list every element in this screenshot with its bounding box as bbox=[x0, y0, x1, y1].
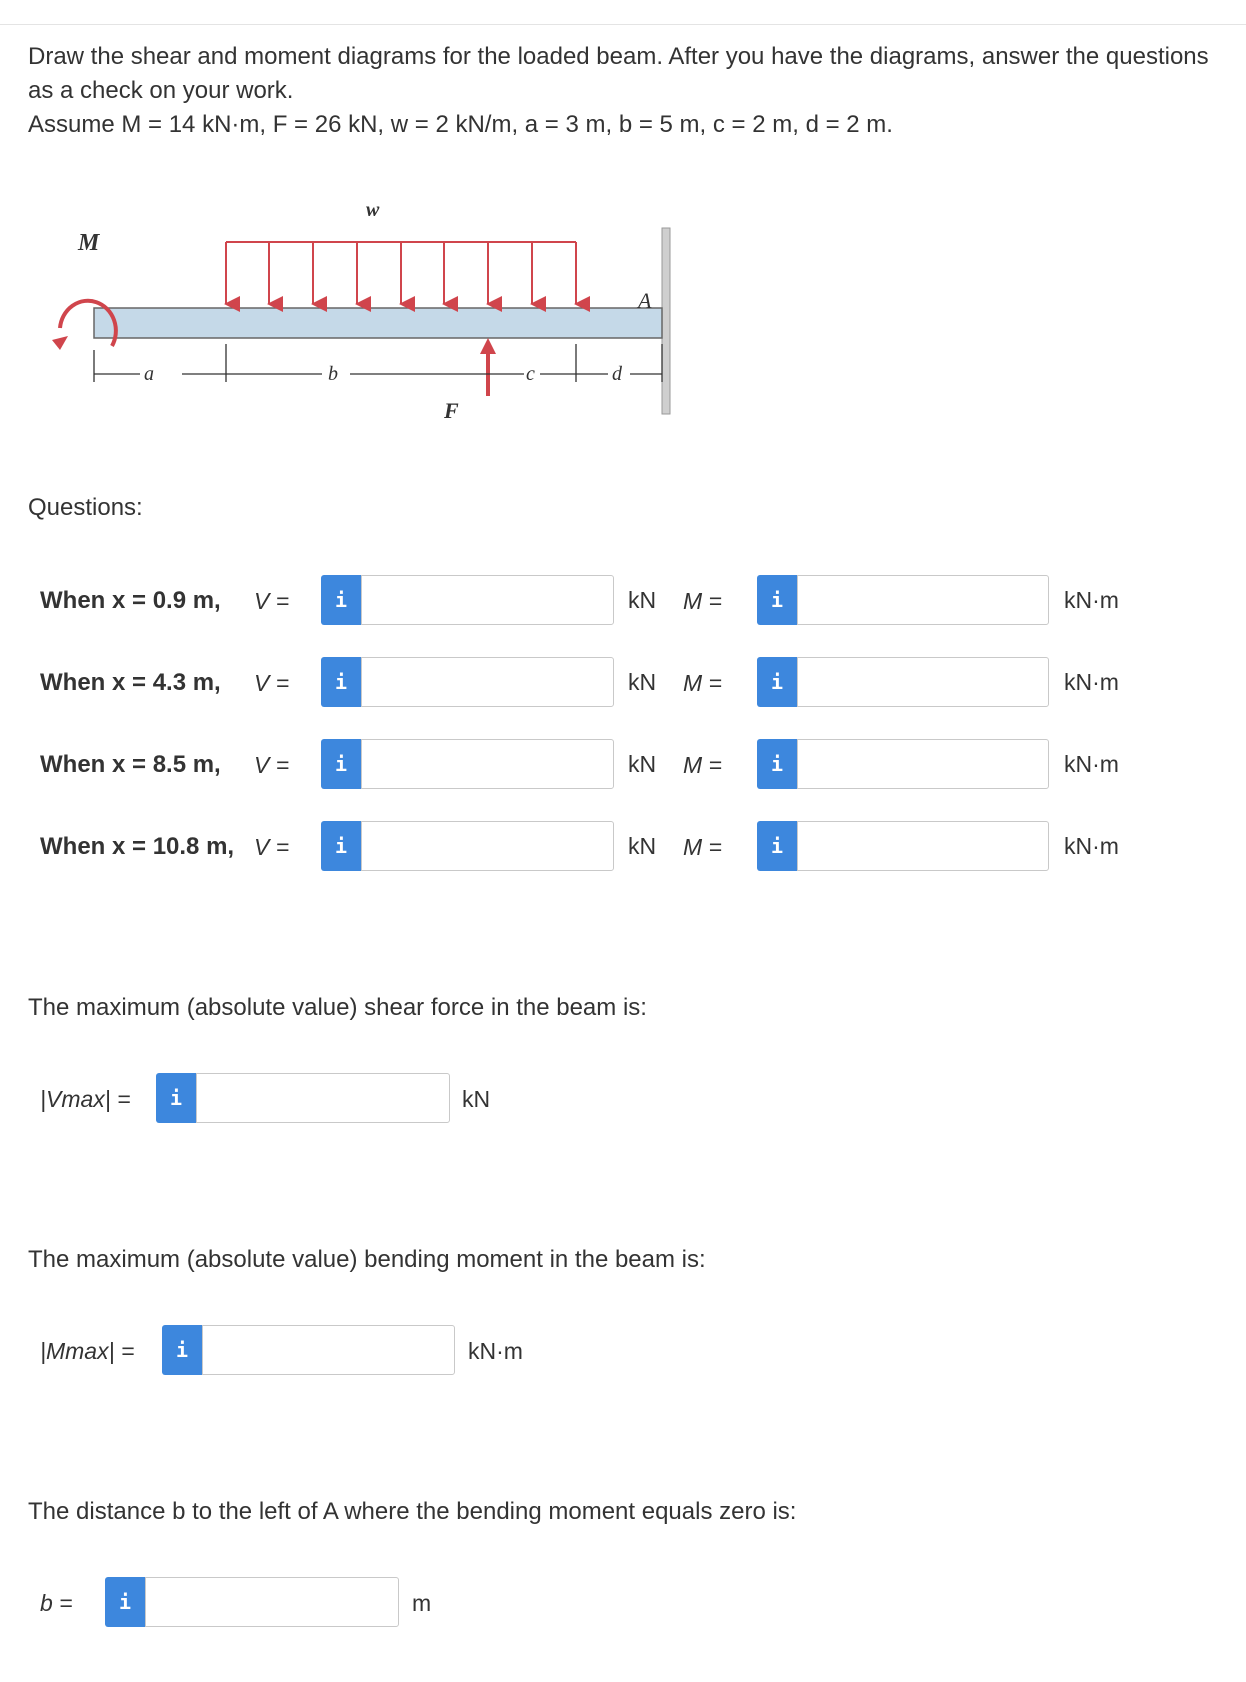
m-label: M = bbox=[683, 670, 722, 696]
info-icon[interactable]: i bbox=[757, 821, 797, 871]
top-divider bbox=[0, 24, 1246, 25]
label-M: M bbox=[78, 230, 100, 256]
label-a: a bbox=[144, 363, 154, 385]
label-F: F bbox=[444, 398, 459, 423]
questions-heading: Questions: bbox=[28, 494, 143, 521]
label-d: d bbox=[612, 363, 622, 385]
v-label: V = bbox=[254, 670, 290, 696]
v-label: V = bbox=[254, 834, 290, 860]
info-icon[interactable]: i bbox=[321, 739, 361, 789]
row-label: When x = 0.9 m, bbox=[40, 587, 221, 614]
v-label: V = bbox=[254, 588, 290, 614]
label-A: A bbox=[638, 288, 652, 313]
row-label: When x = 10.8 m, bbox=[40, 833, 235, 860]
moment-input[interactable] bbox=[797, 739, 1049, 789]
label-c: c bbox=[526, 363, 535, 385]
question-row bbox=[0, 821, 1246, 873]
vmax-heading: The maximum (absolute value) shear force in the beam is: bbox=[28, 994, 647, 1021]
moment-input[interactable] bbox=[797, 575, 1049, 625]
distributed-load bbox=[226, 242, 576, 304]
fixed-wall bbox=[662, 228, 670, 414]
beam bbox=[94, 308, 662, 338]
row-label: When x = 8.5 m, bbox=[40, 751, 221, 778]
moment-unit: kN·m bbox=[1064, 669, 1119, 695]
question-row bbox=[0, 575, 1246, 627]
info-icon[interactable]: i bbox=[321, 821, 361, 871]
label-b: b bbox=[328, 363, 338, 385]
shear-input[interactable] bbox=[361, 739, 614, 789]
shear-input[interactable] bbox=[361, 575, 614, 625]
question-row bbox=[0, 657, 1246, 709]
beam-diagram bbox=[40, 200, 740, 460]
b-unit: m bbox=[412, 1590, 432, 1616]
label-w: w bbox=[366, 200, 380, 221]
shear-unit: kN bbox=[628, 587, 657, 613]
moment-unit: kN·m bbox=[1064, 587, 1119, 613]
question-row bbox=[0, 739, 1246, 791]
shear-unit: kN bbox=[628, 751, 657, 777]
problem-statement bbox=[28, 40, 1218, 142]
point-force-F bbox=[480, 338, 496, 396]
dimension-lines bbox=[94, 344, 662, 382]
shear-input[interactable] bbox=[361, 821, 614, 871]
vmax-unit: kN bbox=[462, 1086, 491, 1112]
info-icon[interactable]: i bbox=[757, 657, 797, 707]
info-icon[interactable]: i bbox=[105, 1577, 145, 1627]
problem-instructions: Draw the shear and moment diagrams for the loaded beam. After you have the diagrams, answer the questions as a check on your work. bbox=[28, 43, 1209, 104]
shear-unit: kN bbox=[628, 833, 657, 859]
moment-input[interactable] bbox=[797, 821, 1049, 871]
vmax-input[interactable] bbox=[196, 1073, 450, 1123]
moment-input[interactable] bbox=[797, 657, 1049, 707]
info-icon[interactable]: i bbox=[162, 1325, 202, 1375]
mmax-label: |Mmax| = bbox=[40, 1338, 135, 1364]
m-label: M = bbox=[683, 752, 722, 778]
info-icon[interactable]: i bbox=[321, 575, 361, 625]
info-icon[interactable]: i bbox=[321, 657, 361, 707]
shear-input[interactable] bbox=[361, 657, 614, 707]
mmax-input[interactable] bbox=[202, 1325, 455, 1375]
m-label: M = bbox=[683, 834, 722, 860]
b-input[interactable] bbox=[145, 1577, 399, 1627]
moment-unit: kN·m bbox=[1064, 751, 1119, 777]
mmax-heading: The maximum (absolute value) bending moment in the beam is: bbox=[28, 1246, 706, 1273]
shear-unit: kN bbox=[628, 669, 657, 695]
m-label: M = bbox=[683, 588, 722, 614]
mmax-unit: kN·m bbox=[468, 1338, 523, 1364]
moment-unit: kN·m bbox=[1064, 833, 1119, 859]
row-label: When x = 4.3 m, bbox=[40, 669, 221, 696]
info-icon[interactable]: i bbox=[156, 1073, 196, 1123]
problem-givens: Assume M = 14 kN·m, F = 26 kN, w = 2 kN/m, a = 3 m, b = 5 m, c = 2 m, d = 2 m. bbox=[28, 111, 893, 138]
info-icon[interactable]: i bbox=[757, 575, 797, 625]
b-distance-heading: The distance b to the left of A where the bending moment equals zero is: bbox=[28, 1498, 797, 1525]
vmax-label: |Vmax| = bbox=[40, 1086, 131, 1112]
info-icon[interactable]: i bbox=[757, 739, 797, 789]
b-label: b = bbox=[40, 1590, 73, 1616]
v-label: V = bbox=[254, 752, 290, 778]
